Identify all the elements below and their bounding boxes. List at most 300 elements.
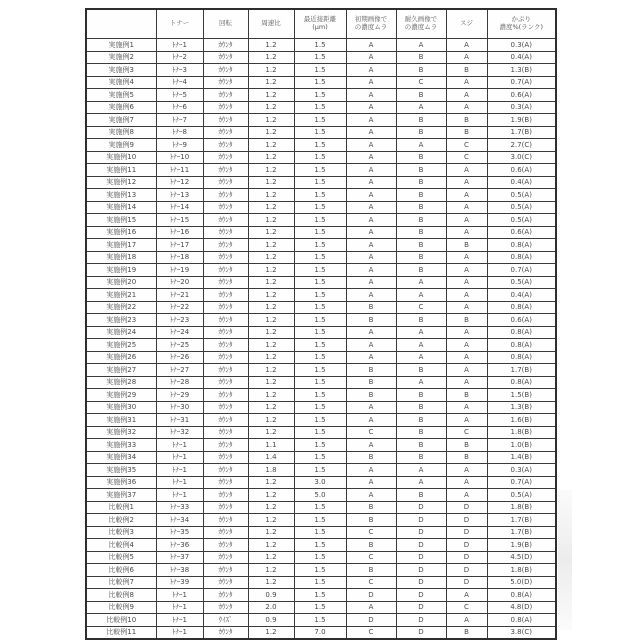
- table-row: [86, 89, 556, 102]
- fog_density-cell: 1.7(B): [487, 514, 556, 527]
- speed_ratio-cell: 1.2: [248, 351, 294, 364]
- durability_unevenness-cell: B: [396, 251, 446, 264]
- speed_ratio-cell: 1.2: [248, 514, 294, 527]
- row-label: 実施例30: [86, 401, 156, 414]
- fog_density-cell: 0.3(A): [487, 101, 556, 114]
- initial_unevenness-cell: A: [346, 164, 396, 177]
- toner-cell: ﾄﾅｰ33: [156, 501, 203, 514]
- row-label: 実施例2: [86, 51, 156, 64]
- fog_density-cell: 1.8(B): [487, 426, 556, 439]
- streaks-cell: B: [446, 114, 487, 127]
- distance-cell: 1.5: [294, 39, 346, 52]
- rotation-cell: ｶｳﾝﾀ: [203, 376, 248, 389]
- initial_unevenness-cell: A: [346, 401, 396, 414]
- initial_unevenness-cell: A: [346, 176, 396, 189]
- distance-cell: 1.5: [294, 276, 346, 289]
- initial_unevenness-cell: A: [346, 439, 396, 452]
- initial_unevenness-cell: A: [346, 251, 396, 264]
- row-label: 比較例6: [86, 564, 156, 577]
- toner-cell: ﾄﾅｰ25: [156, 339, 203, 352]
- table-row: [86, 314, 556, 327]
- streaks-cell: A: [446, 414, 487, 427]
- distance-cell: 1.5: [294, 439, 346, 452]
- toner-cell: ﾄﾅｰ1: [156, 614, 203, 627]
- initial_unevenness-cell: A: [346, 464, 396, 477]
- toner-cell: ﾄﾅｰ8: [156, 126, 203, 139]
- streaks-cell: A: [446, 39, 487, 52]
- streaks-cell: A: [446, 376, 487, 389]
- fog_density-cell: 0.6(A): [487, 164, 556, 177]
- fog_density-cell: 1.5(B): [487, 389, 556, 402]
- initial_unevenness-cell: A: [346, 126, 396, 139]
- table-row: [86, 539, 556, 552]
- toner-cell: ﾄﾅｰ18: [156, 251, 203, 264]
- table-row: [86, 614, 556, 627]
- initial_unevenness-cell: B: [346, 364, 396, 377]
- streaks-cell: A: [446, 164, 487, 177]
- distance-cell: 1.5: [294, 264, 346, 277]
- initial_unevenness-cell: A: [346, 601, 396, 614]
- speed_ratio-cell: 1.2: [248, 289, 294, 302]
- streaks-cell: A: [446, 264, 487, 277]
- speed_ratio-cell: 1.2: [248, 501, 294, 514]
- durability_unevenness-cell: B: [396, 451, 446, 464]
- table-row: [86, 214, 556, 227]
- rotation-cell: ｶｳﾝﾀ: [203, 164, 248, 177]
- fog_density-cell: 0.8(A): [487, 301, 556, 314]
- fog_density-cell: 1.8(B): [487, 564, 556, 577]
- streaks-cell: A: [446, 589, 487, 602]
- distance-cell: 1.5: [294, 564, 346, 577]
- table-row: [86, 426, 556, 439]
- durability_unevenness-cell: B: [396, 226, 446, 239]
- initial_unevenness-cell: A: [346, 414, 396, 427]
- table-row: [86, 101, 556, 114]
- streaks-cell: C: [446, 426, 487, 439]
- fog_density-cell: 4.5(D): [487, 551, 556, 564]
- toner-cell: ﾄﾅｰ24: [156, 326, 203, 339]
- durability_unevenness-cell: D: [396, 564, 446, 577]
- durability_unevenness-cell: A: [396, 39, 446, 52]
- speed_ratio-cell: 1.2: [248, 126, 294, 139]
- table-row: [86, 189, 556, 202]
- fog_density-cell: 0.8(A): [487, 376, 556, 389]
- streaks-cell: D: [446, 526, 487, 539]
- initial_unevenness-cell: A: [346, 351, 396, 364]
- rotation-cell: ｶｳﾝﾀ: [203, 351, 248, 364]
- initial_unevenness-cell: B: [346, 314, 396, 327]
- column-header-rotation: 回転: [203, 9, 248, 39]
- streaks-cell: C: [446, 601, 487, 614]
- rotation-cell: ｶｳﾝﾀ: [203, 539, 248, 552]
- column-header-durability_unevenness: 耐久画像で の濃度ムラ: [396, 9, 446, 39]
- row-label: 実施例20: [86, 276, 156, 289]
- durability_unevenness-cell: B: [396, 264, 446, 277]
- speed_ratio-cell: 1.2: [248, 364, 294, 377]
- row-label: 実施例27: [86, 364, 156, 377]
- table-row: [86, 264, 556, 277]
- table-body: [86, 39, 556, 640]
- initial_unevenness-cell: C: [346, 526, 396, 539]
- speed_ratio-cell: 1.2: [248, 64, 294, 77]
- rotation-cell: ｶｳﾝﾀ: [203, 451, 248, 464]
- durability_unevenness-cell: D: [396, 589, 446, 602]
- table-row: [86, 526, 556, 539]
- fog_density-cell: 1.3(B): [487, 401, 556, 414]
- table-row: [86, 226, 556, 239]
- row-label: 比較例1: [86, 501, 156, 514]
- table-row: [86, 389, 556, 402]
- toner-cell: ﾄﾅｰ17: [156, 239, 203, 252]
- toner-cell: ﾄﾅｰ11: [156, 164, 203, 177]
- durability_unevenness-cell: B: [396, 64, 446, 77]
- initial_unevenness-cell: A: [346, 89, 396, 102]
- distance-cell: 1.5: [294, 164, 346, 177]
- rotation-cell: ｶｳﾝﾀ: [203, 489, 248, 502]
- rotation-cell: ｶｳﾝﾀ: [203, 476, 248, 489]
- speed_ratio-cell: 1.2: [248, 151, 294, 164]
- streaks-cell: D: [446, 514, 487, 527]
- distance-cell: 1.5: [294, 114, 346, 127]
- table-row: [86, 589, 556, 602]
- rotation-cell: ｶｳﾝﾀ: [203, 176, 248, 189]
- distance-cell: 1.5: [294, 576, 346, 589]
- streaks-cell: A: [446, 276, 487, 289]
- streaks-cell: C: [446, 151, 487, 164]
- rotation-cell: ｶｳﾝﾀ: [203, 189, 248, 202]
- toner-cell: ﾄﾅｰ22: [156, 301, 203, 314]
- initial_unevenness-cell: A: [346, 101, 396, 114]
- distance-cell: 1.5: [294, 289, 346, 302]
- speed_ratio-cell: 1.2: [248, 76, 294, 89]
- initial_unevenness-cell: A: [346, 114, 396, 127]
- fog_density-cell: 0.5(A): [487, 214, 556, 227]
- toner-cell: ﾄﾅｰ1: [156, 476, 203, 489]
- fog_density-cell: 0.7(A): [487, 476, 556, 489]
- rotation-cell: ｶｳﾝﾀ: [203, 551, 248, 564]
- durability_unevenness-cell: B: [396, 89, 446, 102]
- streaks-cell: A: [446, 76, 487, 89]
- distance-cell: 1.5: [294, 239, 346, 252]
- table-row: [86, 339, 556, 352]
- fog_density-cell: 0.4(A): [487, 176, 556, 189]
- toner-cell: ﾄﾅｰ37: [156, 551, 203, 564]
- header-row: [86, 9, 556, 39]
- table-row: [86, 464, 556, 477]
- row-label: 実施例24: [86, 326, 156, 339]
- streaks-cell: B: [446, 389, 487, 402]
- speed_ratio-cell: 1.2: [248, 39, 294, 52]
- rotation-cell: ｶｳﾝﾀ: [203, 89, 248, 102]
- toner-cell: ﾄﾅｰ23: [156, 314, 203, 327]
- fog_density-cell: 0.6(A): [487, 226, 556, 239]
- row-label: 比較例8: [86, 589, 156, 602]
- row-label: 実施例14: [86, 201, 156, 214]
- table-row: [86, 39, 556, 52]
- streaks-cell: B: [446, 626, 487, 639]
- table-row: [86, 164, 556, 177]
- durability_unevenness-cell: B: [396, 401, 446, 414]
- row-label: 実施例31: [86, 414, 156, 427]
- row-label: 実施例3: [86, 64, 156, 77]
- toner-cell: ﾄﾅｰ36: [156, 539, 203, 552]
- speed_ratio-cell: 1.8: [248, 464, 294, 477]
- row-label: 比較例3: [86, 526, 156, 539]
- fog_density-cell: 0.3(A): [487, 464, 556, 477]
- durability_unevenness-cell: B: [396, 189, 446, 202]
- fog_density-cell: 2.7(C): [487, 139, 556, 152]
- initial_unevenness-cell: B: [346, 539, 396, 552]
- streaks-cell: A: [446, 251, 487, 264]
- speed_ratio-cell: 1.2: [248, 476, 294, 489]
- table-row: [86, 51, 556, 64]
- initial_unevenness-cell: C: [346, 626, 396, 639]
- distance-cell: 1.5: [294, 51, 346, 64]
- fog_density-cell: 1.8(B): [487, 501, 556, 514]
- streaks-cell: B: [446, 451, 487, 464]
- speed_ratio-cell: 1.2: [248, 101, 294, 114]
- toner-cell: ﾄﾅｰ5: [156, 89, 203, 102]
- row-label: 実施例13: [86, 189, 156, 202]
- table-row: [86, 114, 556, 127]
- speed_ratio-cell: 1.2: [248, 389, 294, 402]
- rotation-cell: ｶｳﾝﾀ: [203, 126, 248, 139]
- durability_unevenness-cell: D: [396, 501, 446, 514]
- speed_ratio-cell: 1.2: [248, 339, 294, 352]
- table-row: [86, 576, 556, 589]
- speed_ratio-cell: 1.2: [248, 489, 294, 502]
- fog_density-cell: 3.0(C): [487, 151, 556, 164]
- fog_density-cell: 0.5(A): [487, 201, 556, 214]
- table-row: [86, 139, 556, 152]
- speed_ratio-cell: 1.2: [248, 564, 294, 577]
- speed_ratio-cell: 1.2: [248, 214, 294, 227]
- distance-cell: 1.5: [294, 589, 346, 602]
- streaks-cell: D: [446, 501, 487, 514]
- row-label: 実施例17: [86, 239, 156, 252]
- initial_unevenness-cell: A: [346, 189, 396, 202]
- toner-cell: ﾄﾅｰ26: [156, 351, 203, 364]
- durability_unevenness-cell: B: [396, 164, 446, 177]
- fog_density-cell: 0.7(A): [487, 76, 556, 89]
- fog_density-cell: 0.8(A): [487, 589, 556, 602]
- streaks-cell: A: [446, 476, 487, 489]
- durability_unevenness-cell: B: [396, 414, 446, 427]
- distance-cell: 3.0: [294, 476, 346, 489]
- initial_unevenness-cell: A: [346, 76, 396, 89]
- row-label: 実施例7: [86, 114, 156, 127]
- speed_ratio-cell: 1.1: [248, 439, 294, 452]
- fog_density-cell: 1.7(B): [487, 126, 556, 139]
- toner-cell: ﾄﾅｰ3: [156, 64, 203, 77]
- initial_unevenness-cell: A: [346, 326, 396, 339]
- streaks-cell: A: [446, 364, 487, 377]
- rotation-cell: ｶｳﾝﾀ: [203, 526, 248, 539]
- rotation-cell: ｶｳﾝﾀ: [203, 51, 248, 64]
- durability_unevenness-cell: B: [396, 51, 446, 64]
- streaks-cell: D: [446, 564, 487, 577]
- rotation-cell: ｶｳﾝﾀ: [203, 114, 248, 127]
- distance-cell: 1.5: [294, 614, 346, 627]
- table-row: [86, 514, 556, 527]
- fog_density-cell: 1.7(B): [487, 526, 556, 539]
- streaks-cell: A: [446, 201, 487, 214]
- durability_unevenness-cell: D: [396, 576, 446, 589]
- row-label: 実施例19: [86, 264, 156, 277]
- toner-cell: ﾄﾅｰ39: [156, 576, 203, 589]
- toner-cell: ﾄﾅｰ1: [156, 39, 203, 52]
- row-label: 実施例26: [86, 351, 156, 364]
- toner-cell: ﾄﾅｰ1: [156, 464, 203, 477]
- rotation-cell: ｶｳﾝﾀ: [203, 401, 248, 414]
- fog_density-cell: 0.8(A): [487, 614, 556, 627]
- table-row: [86, 326, 556, 339]
- fog_density-cell: 0.5(A): [487, 489, 556, 502]
- fog_density-cell: 1.7(B): [487, 364, 556, 377]
- toner-cell: ﾄﾅｰ19: [156, 264, 203, 277]
- distance-cell: 1.5: [294, 551, 346, 564]
- speed_ratio-cell: 1.2: [248, 376, 294, 389]
- rotation-cell: ｶｳﾝﾀ: [203, 364, 248, 377]
- table-row: [86, 451, 556, 464]
- row-label: 比較例11: [86, 626, 156, 639]
- streaks-cell: A: [446, 101, 487, 114]
- fog_density-cell: 0.6(A): [487, 89, 556, 102]
- speed_ratio-cell: 1.2: [248, 526, 294, 539]
- toner-cell: ﾄﾅｰ15: [156, 214, 203, 227]
- fog_density-cell: 0.8(A): [487, 339, 556, 352]
- distance-cell: 7.0: [294, 626, 346, 639]
- initial_unevenness-cell: A: [346, 39, 396, 52]
- streaks-cell: A: [446, 301, 487, 314]
- durability_unevenness-cell: B: [396, 439, 446, 452]
- rotation-cell: ｶｳﾝﾀ: [203, 251, 248, 264]
- fog_density-cell: 0.3(A): [487, 39, 556, 52]
- initial_unevenness-cell: C: [346, 576, 396, 589]
- distance-cell: 1.5: [294, 189, 346, 202]
- fog_density-cell: 1.6(B): [487, 414, 556, 427]
- row-label: 実施例25: [86, 339, 156, 352]
- row-label: 実施例18: [86, 251, 156, 264]
- durability_unevenness-cell: A: [396, 339, 446, 352]
- rotation-cell: ｶｳﾝﾀ: [203, 601, 248, 614]
- row-label: 比較例4: [86, 539, 156, 552]
- toner-cell: ﾄﾅｰ12: [156, 176, 203, 189]
- durability_unevenness-cell: B: [396, 176, 446, 189]
- row-label: 実施例10: [86, 151, 156, 164]
- table-row: [86, 364, 556, 377]
- rotation-cell: ｶｳﾝﾀ: [203, 564, 248, 577]
- row-label: 実施例22: [86, 301, 156, 314]
- toner-cell: ﾄﾅｰ28: [156, 376, 203, 389]
- distance-cell: 1.5: [294, 389, 346, 402]
- distance-cell: 1.5: [294, 226, 346, 239]
- initial_unevenness-cell: B: [346, 451, 396, 464]
- rotation-cell: ｶｳﾝﾀ: [203, 514, 248, 527]
- toner-cell: ﾄﾅｰ30: [156, 401, 203, 414]
- fog_density-cell: 0.8(A): [487, 351, 556, 364]
- speed_ratio-cell: 1.2: [248, 201, 294, 214]
- streaks-cell: A: [446, 289, 487, 302]
- row-label: 比較例9: [86, 601, 156, 614]
- row-label: 実施例5: [86, 89, 156, 102]
- speed_ratio-cell: 1.2: [248, 576, 294, 589]
- streaks-cell: A: [446, 226, 487, 239]
- row-label: 実施例33: [86, 439, 156, 452]
- initial_unevenness-cell: A: [346, 276, 396, 289]
- table-row: [86, 501, 556, 514]
- streaks-cell: A: [446, 176, 487, 189]
- speed_ratio-cell: 1.2: [248, 301, 294, 314]
- speed_ratio-cell: 1.2: [248, 139, 294, 152]
- rotation-cell: ｶｳﾝﾀ: [203, 289, 248, 302]
- speed_ratio-cell: 1.2: [248, 326, 294, 339]
- table-row: [86, 64, 556, 77]
- fog_density-cell: 1.4(B): [487, 451, 556, 464]
- rotation-cell: ｶｳﾝﾀ: [203, 151, 248, 164]
- distance-cell: 1.5: [294, 301, 346, 314]
- rotation-cell: ｶｳﾝﾀ: [203, 276, 248, 289]
- initial_unevenness-cell: B: [346, 514, 396, 527]
- initial_unevenness-cell: C: [346, 426, 396, 439]
- durability_unevenness-cell: D: [396, 551, 446, 564]
- rotation-cell: ｳｲｽﾞ: [203, 614, 248, 627]
- rotation-cell: ｶｳﾝﾀ: [203, 326, 248, 339]
- distance-cell: 1.5: [294, 526, 346, 539]
- table-row: [86, 439, 556, 452]
- rotation-cell: ｶｳﾝﾀ: [203, 101, 248, 114]
- initial_unevenness-cell: A: [346, 151, 396, 164]
- rotation-cell: ｶｳﾝﾀ: [203, 389, 248, 402]
- row-label: 実施例35: [86, 464, 156, 477]
- rotation-cell: ｶｳﾝﾀ: [203, 314, 248, 327]
- fog_density-cell: 0.5(A): [487, 189, 556, 202]
- initial_unevenness-cell: A: [346, 339, 396, 352]
- durability_unevenness-cell: B: [396, 489, 446, 502]
- rotation-cell: ｶｳﾝﾀ: [203, 426, 248, 439]
- speed_ratio-cell: 1.2: [248, 176, 294, 189]
- fog_density-cell: 0.4(A): [487, 289, 556, 302]
- table-row: [86, 239, 556, 252]
- distance-cell: 1.5: [294, 314, 346, 327]
- streaks-cell: A: [446, 326, 487, 339]
- row-label: 実施例11: [86, 164, 156, 177]
- speed_ratio-cell: 1.2: [248, 414, 294, 427]
- toner-cell: ﾄﾅｰ1: [156, 601, 203, 614]
- streaks-cell: A: [446, 51, 487, 64]
- streaks-cell: A: [446, 614, 487, 627]
- durability_unevenness-cell: B: [396, 239, 446, 252]
- speed_ratio-cell: 0.9: [248, 589, 294, 602]
- initial_unevenness-cell: D: [346, 589, 396, 602]
- toner-cell: ﾄﾅｰ10: [156, 151, 203, 164]
- toner-cell: ﾄﾅｰ1: [156, 451, 203, 464]
- table-row: [86, 601, 556, 614]
- speed_ratio-cell: 1.2: [248, 626, 294, 639]
- distance-cell: 1.5: [294, 326, 346, 339]
- durability_unevenness-cell: B: [396, 364, 446, 377]
- fog_density-cell: 4.8(D): [487, 601, 556, 614]
- streaks-cell: D: [446, 539, 487, 552]
- distance-cell: 1.5: [294, 451, 346, 464]
- streaks-cell: D: [446, 551, 487, 564]
- durability_unevenness-cell: A: [396, 101, 446, 114]
- table-row: [86, 626, 556, 639]
- streaks-cell: A: [446, 489, 487, 502]
- fog_density-cell: 0.4(A): [487, 51, 556, 64]
- distance-cell: 1.5: [294, 76, 346, 89]
- fog_density-cell: 5.0(D): [487, 576, 556, 589]
